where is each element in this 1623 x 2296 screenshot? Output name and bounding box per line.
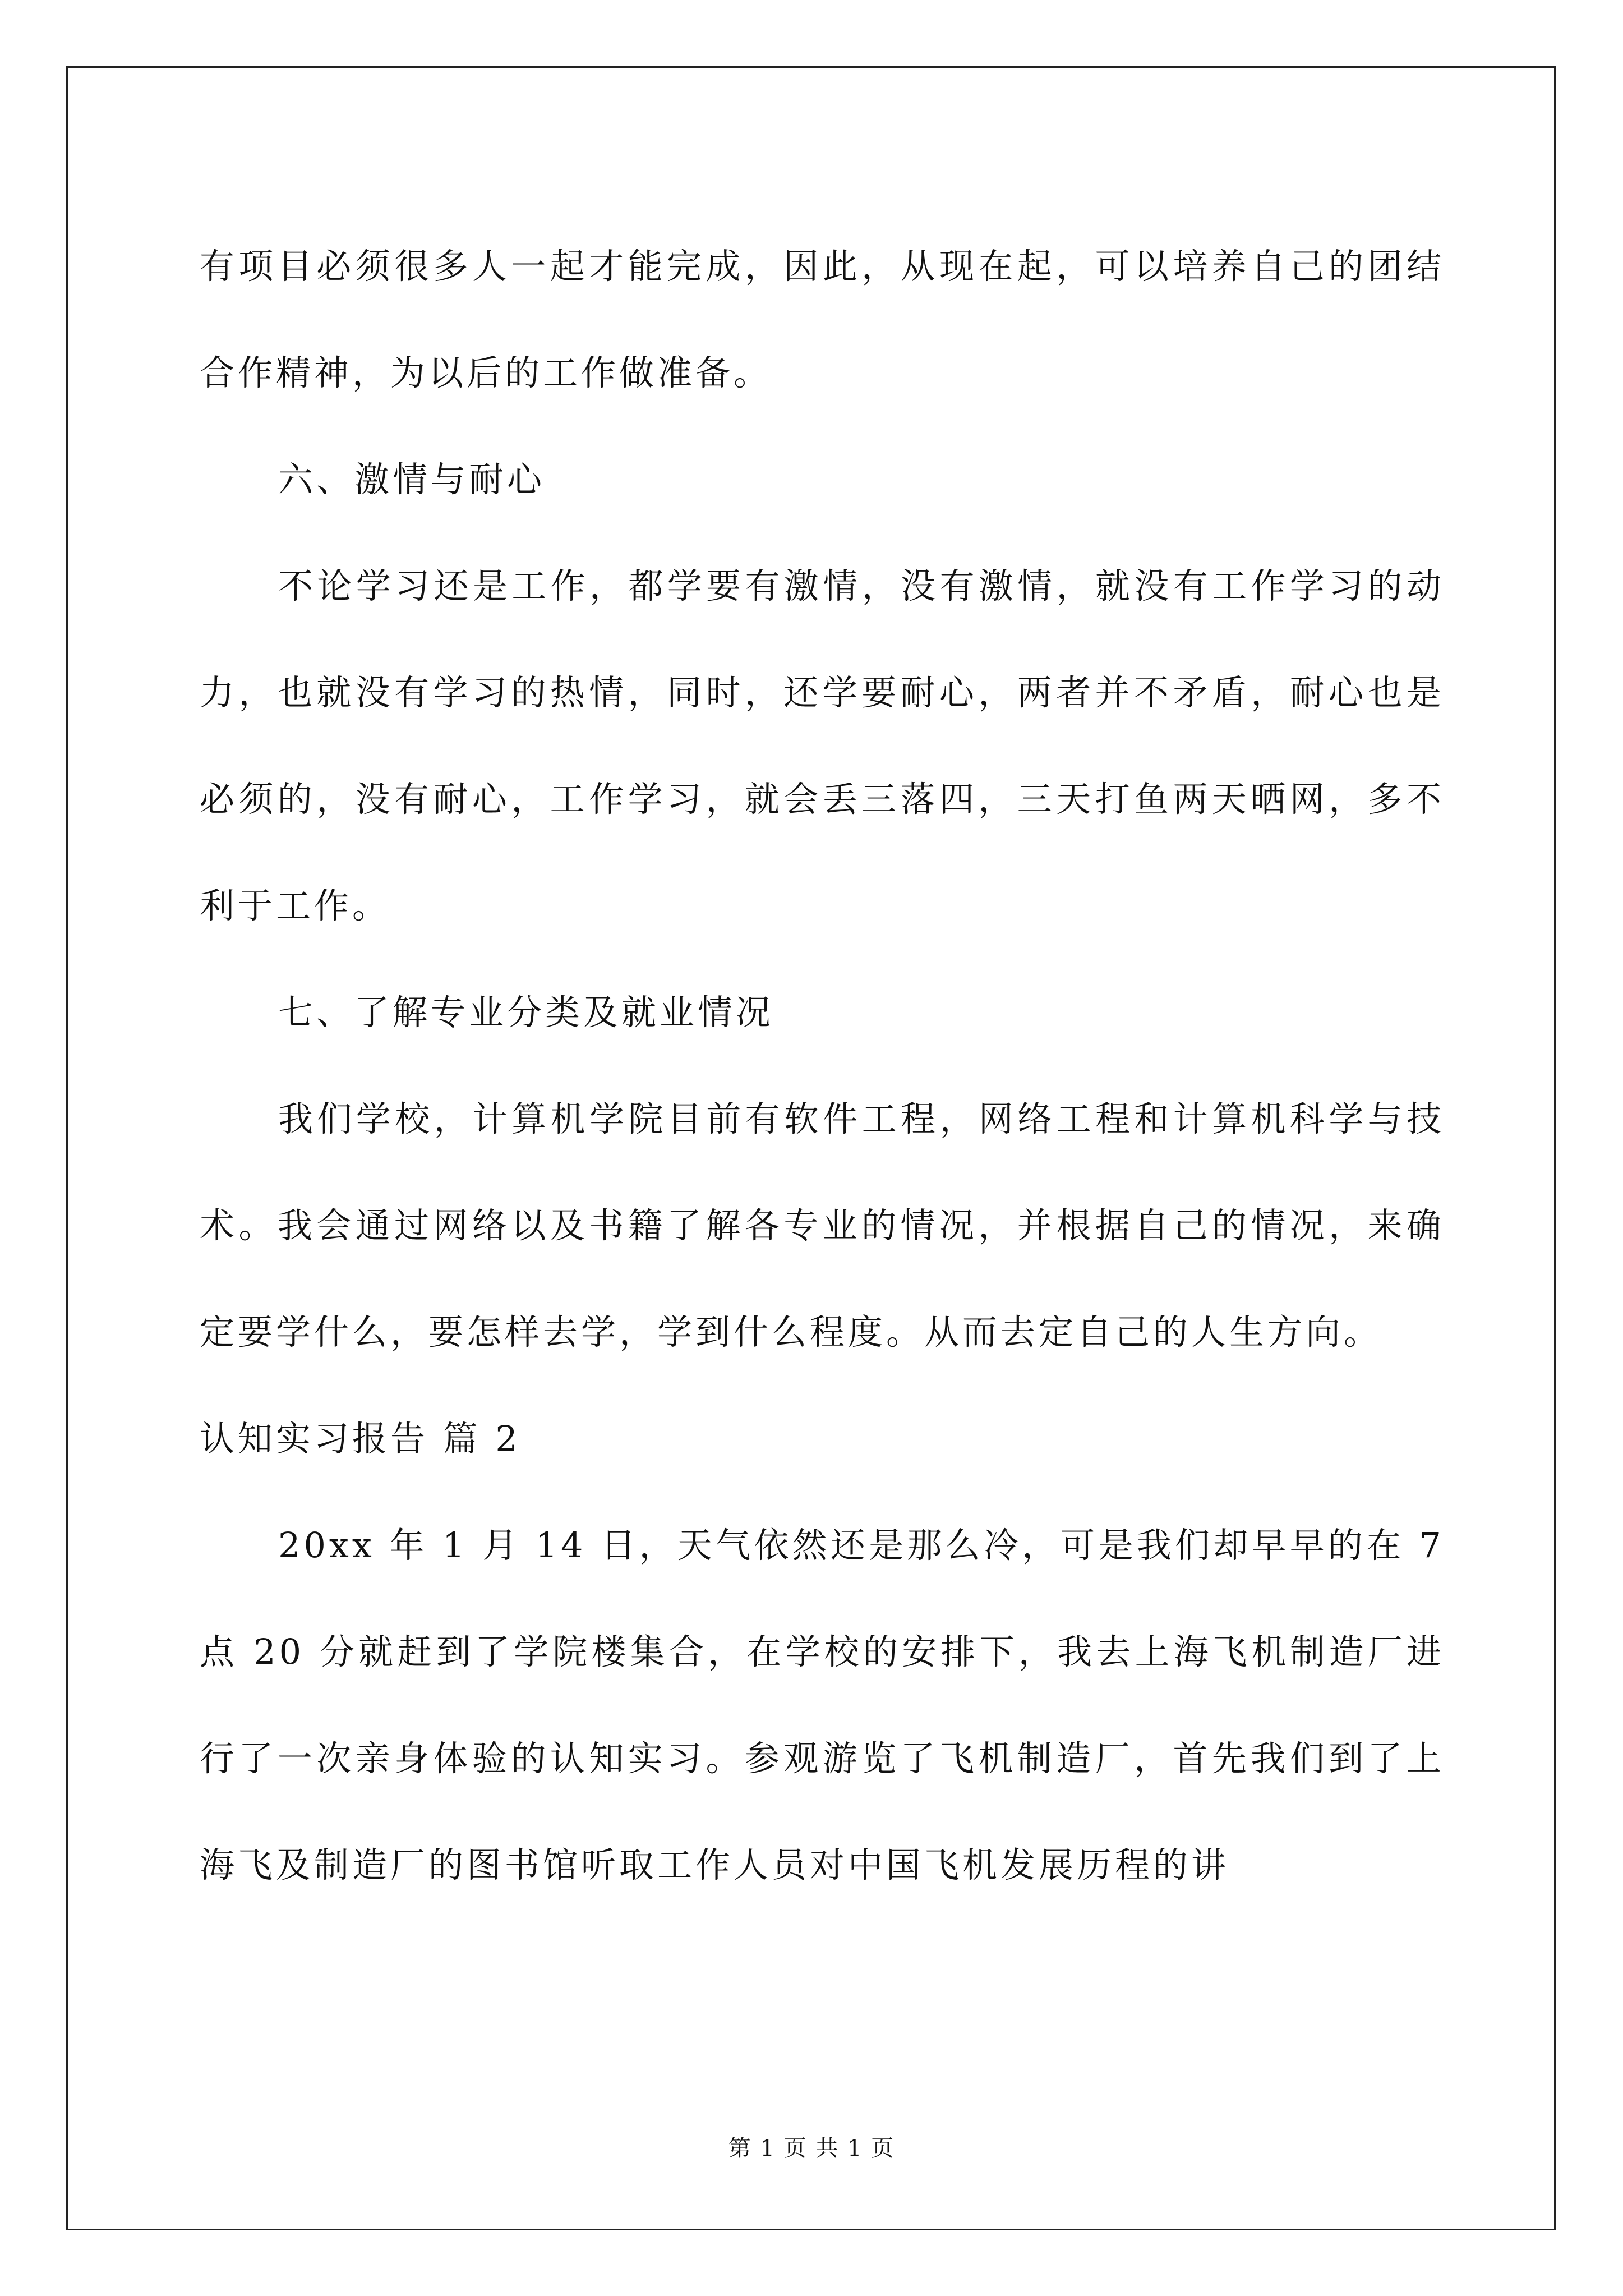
paragraph-passion: 不论学习还是工作，都学要有激情，没有激情，就没有工作学习的动力，也就没有学习的热情，同时，还学要耐心，两者并不矛盾，耐心也是必须的，没有耐心，工作学习，就会丢三落四，三天打鱼两天晒网，多不利于工作。	[200, 565, 1445, 926]
paragraph-internship: 20xx 年 1 月 14 日，天气依然还是那么冷，可是我们却早早的在 7 点 20 分就赶到了学院楼集合，在学校的安排下，我去上海飞机制造厂进行了一次亲身体验的认知实习。参观游览了飞机制造厂，首先我们到了上海飞及制造厂的图书馆听取工作人员对中国飞机发展历程的讲	[200, 1525, 1445, 1885]
paragraph-major: 我们学校，计算机学院目前有软件工程，网络工程和计算机科学与技术。我会通过网络以及书籍了解各专业的情况，并根据自己的情况，来确定要学什么，要怎样去学，学到什么程度。从而去定自己的人生方向。	[200, 1098, 1445, 1352]
heading-passion-patience: 六、激情与耐心	[278, 459, 546, 500]
paragraph-continuation: 有项目必须很多人一起才能完成，因此，从现在起，可以培养自己的团结合作精神，为以后的工作做准备。	[200, 246, 1445, 393]
heading-major-classification: 七、了解专业分类及就业情况	[278, 992, 774, 1033]
page-number: 第 1 页 共 1 页	[728, 2136, 895, 2161]
document-body	[200, 213, 1445, 1918]
section-title: 认知实习报告 篇 2	[200, 1418, 521, 1459]
